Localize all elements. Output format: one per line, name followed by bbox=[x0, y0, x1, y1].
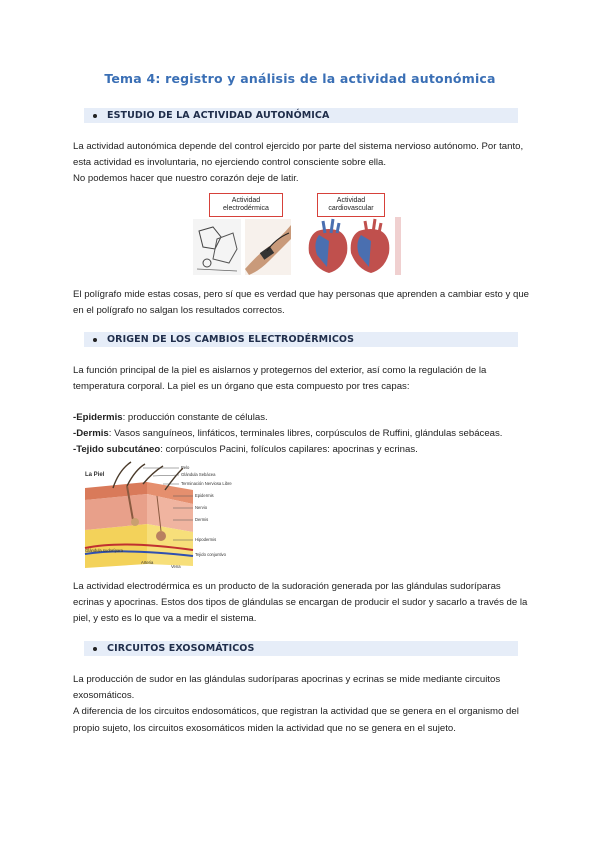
layer-desc: : producción constante de células. bbox=[122, 412, 268, 423]
layer-term: -Dermis bbox=[73, 428, 109, 440]
skin-layers-list bbox=[73, 410, 533, 459]
skin-label: Epidermis bbox=[195, 493, 214, 498]
electrodermal-paragraph bbox=[73, 579, 533, 628]
cardiovascular-label-box bbox=[317, 193, 385, 217]
polygraph-paragraph bbox=[73, 287, 533, 319]
arm-electrode-image bbox=[245, 219, 291, 275]
section-heading-text: ORIGEN DE LOS CAMBIOS ELECTRODÉRMICOS bbox=[107, 334, 355, 345]
layer-desc: : corpúsculos Pacini, folículos capilares: apocrinas y ecrinas. bbox=[160, 444, 418, 456]
heart-diagram-image bbox=[297, 217, 401, 275]
skin-label: Glándula sudorípara bbox=[85, 548, 123, 553]
skin-label: Vena bbox=[171, 564, 181, 569]
electrodermal-label: Actividad electrodérmica bbox=[223, 197, 269, 212]
skin-label: Nervio bbox=[195, 505, 208, 510]
skin-label: Tejido conjuntivo bbox=[195, 552, 226, 557]
bullet-icon bbox=[93, 114, 97, 118]
layer-desc: : Vasos sanguíneos, linfáticos, terminales libres, corpúsculos de Ruffini, glándulas sebáceas. bbox=[108, 428, 503, 440]
paragraph: La actividad electrodérmica es un producto de la sudoración generada por las glándulas sudoríparas ecrinas y apocrinas. Estos dos tipos de glándulas se encargan de producir el sudor y sacarlo a través de la piel, y esto es lo que va a medir el sistema. bbox=[73, 581, 528, 625]
cardiovascular-label: Actividad cardiovascular bbox=[328, 197, 374, 212]
paragraph: A diferencia de los circuitos endosomáticos, que registran la actividad que se genera en el organismo del propio sujeto, los circuitos exosomáticos miden la actividad que no se genera en el sujeto. bbox=[73, 706, 519, 734]
skin-label: Pelo bbox=[181, 465, 190, 470]
electrodermal-label-box bbox=[209, 193, 283, 217]
polygraph-device-image bbox=[193, 219, 241, 275]
skin-label: Glándula Sebácea bbox=[181, 472, 216, 477]
section-heading-text: ESTUDIO DE LA ACTIVIDAD AUTONÓMICA bbox=[107, 110, 330, 121]
layer-term: -Epidermis bbox=[73, 412, 123, 423]
paragraph: El polígrafo mide estas cosas, pero sí que es verdad que hay personas que aprenden a cambiar esto y que en el polígrafo no salgan los resultados correctos. bbox=[73, 289, 529, 317]
skin-diagram bbox=[83, 460, 283, 570]
skin-label: Dermis bbox=[195, 517, 209, 522]
skin-label: Terminación Nerviosa Libre bbox=[181, 481, 232, 486]
section-heading-text: CIRCUITOS EXOSOMÁTICOS bbox=[107, 643, 255, 654]
page-title: Tema 4: registro y análisis de la actividad autonómica bbox=[104, 71, 496, 86]
layer-item bbox=[73, 442, 533, 458]
layer-term: -Tejido subcutáneo bbox=[73, 444, 161, 456]
section-heading-estudio bbox=[84, 108, 518, 123]
autonomic-activity-figure bbox=[193, 189, 407, 277]
section-heading-origen bbox=[84, 332, 518, 347]
bullet-icon bbox=[93, 647, 97, 651]
skin-label: Arteria bbox=[141, 560, 154, 565]
section-heading-circuitos bbox=[84, 641, 518, 656]
bullet-icon bbox=[93, 338, 97, 342]
skin-figure-title: La Piel bbox=[85, 472, 105, 478]
section-3-paragraphs bbox=[73, 672, 533, 737]
layer-item bbox=[73, 426, 533, 442]
skin-intro-paragraph bbox=[73, 363, 533, 395]
section-1-paragraphs bbox=[73, 139, 533, 188]
skin-label: Hipodermis bbox=[195, 537, 217, 542]
paragraph: La actividad autonómica depende del control ejercido por parte del sistema nervioso autónomo. Por tanto, esta actividad es involuntaria, no ejerciendo control consciente sobre ella. bbox=[73, 141, 524, 169]
paragraph: La producción de sudor en las glándulas sudoríparas apocrinas y ecrinas se mide mediante circuitos exosomáticos. bbox=[73, 674, 501, 702]
paragraph: No podemos hacer que nuestro corazón deje de latir. bbox=[73, 173, 299, 185]
layer-item bbox=[73, 410, 533, 426]
paragraph: La función principal de la piel es aislarnos y protegernos del exterior, así como la regulación de la temperatura corporal. La piel es un órgano que esta compuesto por tres capas: bbox=[73, 365, 487, 393]
